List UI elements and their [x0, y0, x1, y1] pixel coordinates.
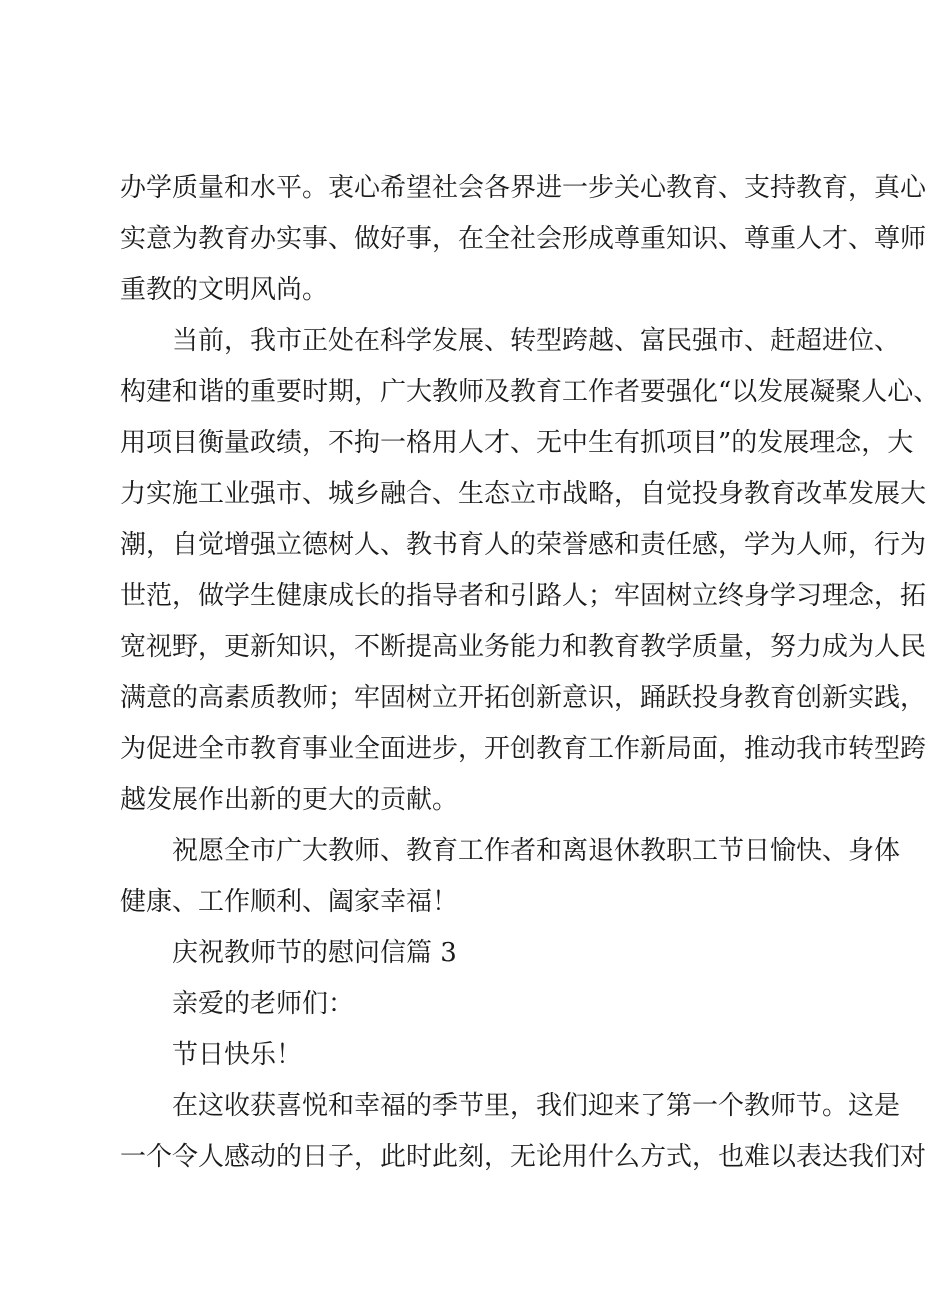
text-line-15: 健康、工作顺利、阖家幸福！ — [120, 887, 459, 917]
text-line-7: 力实施工业强市、城乡融合、生态立市战略，自觉投身教育改革发展大 — [120, 479, 927, 509]
text-line-9: 世范，做学生健康成长的指导者和引路人；牢固树立终身学习理念，拓 — [120, 581, 927, 611]
text-line-5: 构建和谐的重要时期，广大教师及教育工作者要强化“以发展凝聚人心、 — [120, 377, 939, 407]
text-line-10: 宽视野，更新知识，不断提高业务能力和教育教学质量，努力成为人民 — [120, 632, 927, 662]
text-line-12: 为促进全市教育事业全面进步，开创教育工作新局面，推动我市转型跨 — [120, 734, 927, 764]
document-body — [120, 163, 939, 1183]
text-line-19: 在这收获喜悦和幸福的季节里，我们迎来了第一个教师节。这是 — [172, 1091, 901, 1121]
text-line-3: 重教的文明风尚。 — [120, 275, 329, 305]
greeting: 节日快乐！ — [172, 1040, 303, 1070]
text-line-6: 用项目衡量政绩，不拘一格用人才、无中生有抓项目”的发展理念，大 — [120, 428, 914, 458]
text-line-14: 祝愿全市广大教师、教育工作者和离退休教职工节日愉快、身体 — [172, 836, 901, 866]
salutation: 亲爱的老师们： — [172, 989, 355, 1019]
text-line-8: 潮，自觉增强立德树人、教书育人的荣誉感和责任感，学为人师，行为 — [120, 530, 927, 560]
text-line-11: 满意的高素质教师；牢固树立开拓创新意识，踊跃投身教育创新实践， — [120, 683, 927, 713]
section-heading: 庆祝教师节的慰问信篇 3 — [172, 938, 457, 968]
text-line-2: 实意为教育办实事、做好事，在全社会形成尊重知识、尊重人才、尊师 — [120, 224, 927, 254]
text-line-20: 一个令人感动的日子，此时此刻，无论用什么方式，也难以表达我们对 — [120, 1142, 927, 1172]
text-line-4: 当前，我市正处在科学发展、转型跨越、富民强市、赶超进位、 — [172, 326, 901, 356]
text-line-13: 越发展作出新的更大的贡献。 — [120, 785, 459, 815]
text-line-1: 办学质量和水平。衷心希望社会各界进一步关心教育、支持教育，真心 — [120, 173, 927, 203]
